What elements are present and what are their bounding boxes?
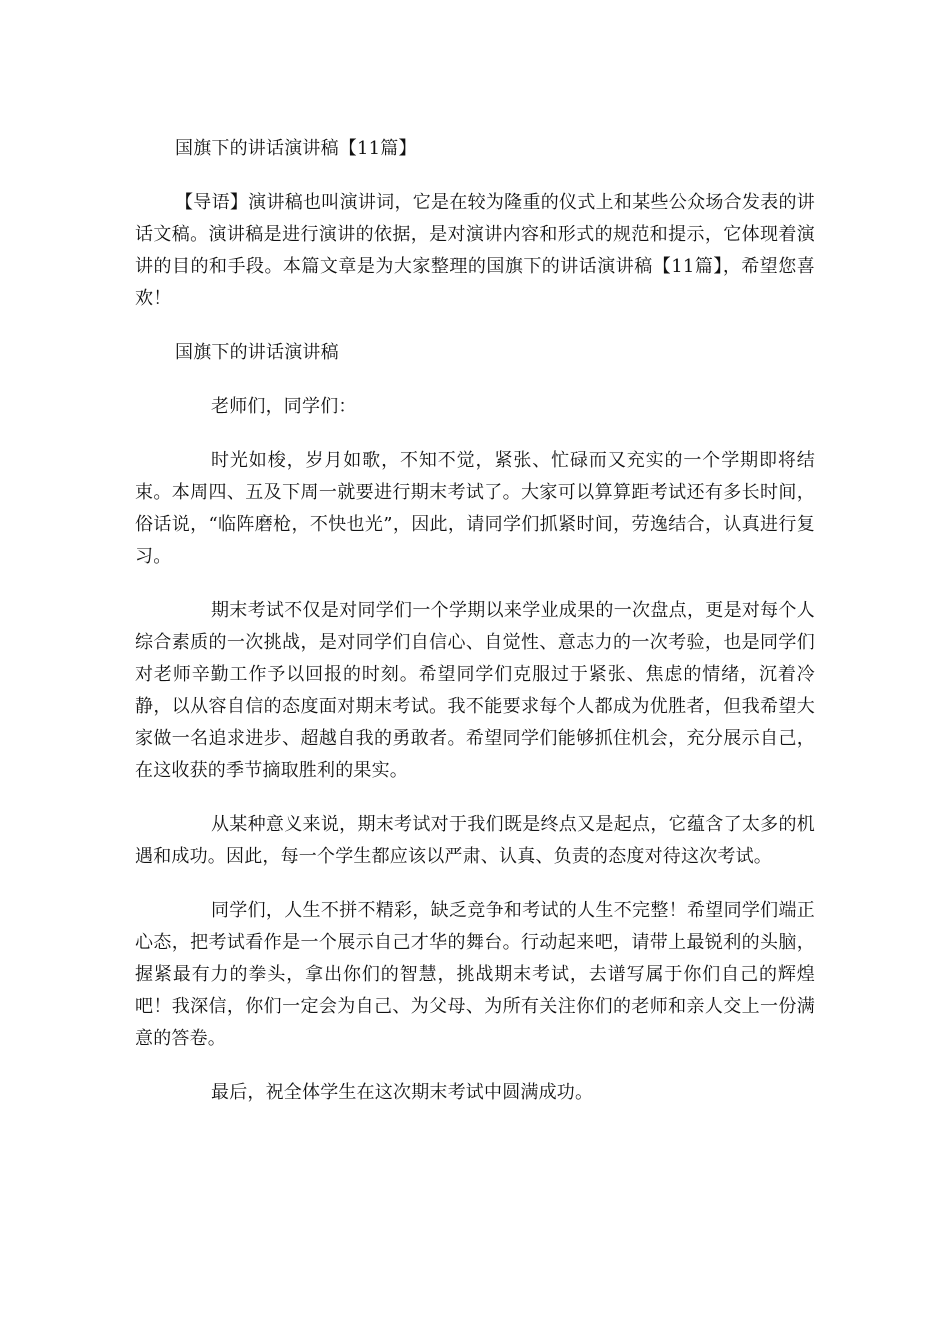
- body-paragraph: 同学们，人生不拼不精彩，缺乏竞争和考试的人生不完整！希望同学们端正心态，把考试看作是一个展示自己才华的舞台。行动起来吧，请带上最锐利的头脑，握紧最有力的拳头，拿出你们的智慧，挑战期末考试，去谱写属于你们自己的辉煌吧！我深信，你们一定会为自己、为父母、为所有关注你们的老师和亲人交上一份满意的答卷。: [135, 900, 815, 1049]
- body-paragraph: 期末考试不仅是对同学们一个学期以来学业成果的一次盘点，更是对每个人综合素质的一次挑战，是对同学们自信心、自觉性、意志力的一次考验，也是同学们对老师辛勤工作予以回报的时刻。希望同学们克服过于紧张、焦虑的情绪，沉着冷静，以从容自信的态度面对期末考试。我不能要求每个人都成为优胜者，但我希望大家做一名追求进步、超越自我的勇敢者。希望同学们能够抓住机会，充分展示自己，在这收获的季节摘取胜利的果实。: [135, 600, 815, 781]
- body-paragraph: 时光如梭，岁月如歌，不知不觉，紧张、忙碌而又充实的一个学期即将结束。本周四、五及下周一就要进行期末考试了。大家可以算算距考试还有多长时间，俗话说，“临阵磨枪，不快也光”，因此，请同学们抓紧时间，劳逸结合，认真进行复习。: [135, 450, 815, 567]
- salutation: 老师们，同学们：: [211, 396, 357, 417]
- document-title: 国旗下的讲话演讲稿【11篇】: [175, 138, 417, 159]
- body-paragraph: 从某种意义来说，期末考试对于我们既是终点又是起点，它蕴含了太多的机遇和成功。因此，每一个学生都应该以严肃、认真、负责的态度对待这次考试。: [135, 814, 815, 867]
- document-body: [135, 133, 815, 1131]
- closing-paragraph: 最后，祝全体学生在这次期末考试中圆满成功。: [211, 1082, 594, 1103]
- section-heading: 国旗下的讲话演讲稿: [175, 342, 339, 363]
- intro-paragraph: 【导语】演讲稿也叫演讲词，它是在较为隆重的仪式上和某些公众场合发表的讲话文稿。演讲稿是进行演讲的依据，是对演讲内容和形式的规范和提示，它体现着演讲的目的和手段。本篇文章是为大家整理的国旗下的讲话演讲稿【11篇】，希望您喜欢！: [135, 192, 815, 309]
